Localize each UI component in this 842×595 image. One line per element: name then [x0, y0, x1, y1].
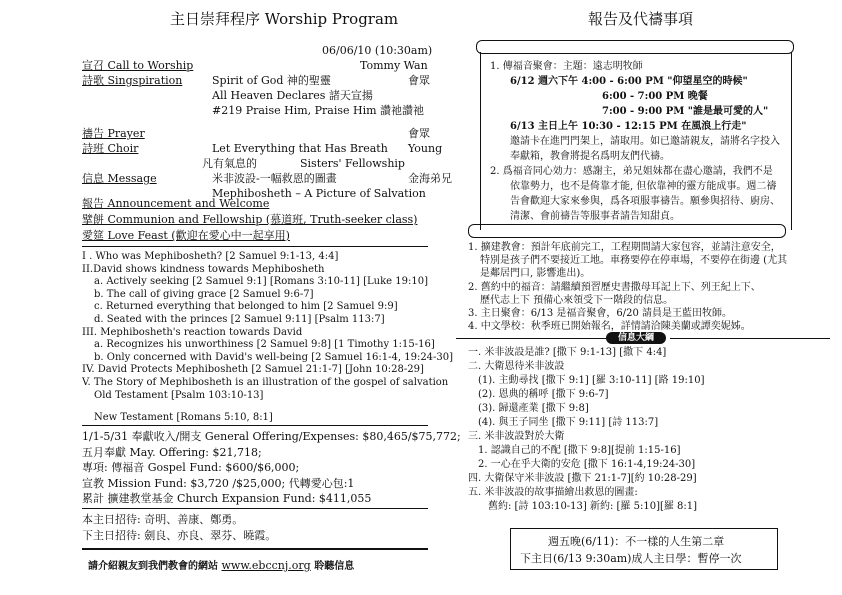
order-person: 會眾: [408, 127, 430, 140]
divider: [456, 338, 606, 339]
website-note-prefix: 請介紹親友到我們教會的網站: [88, 561, 218, 572]
outline-line: V. The Story of Mephibosheth is an illustration of the gospel of salvation: [82, 377, 449, 388]
finance-line: 1/1-5/31 奉獻收入/開支 General Offering/Expenses: $80,465/$75,772;: [82, 430, 461, 443]
announcement-line: 4. 中文學校：秋季班已開始報名，詳情請洽陳美蘭或譚奕妮姊。: [468, 321, 751, 333]
website-link[interactable]: www.ebccnj.org: [221, 559, 311, 572]
worship-date: 06/06/10 (10:30am): [322, 44, 433, 57]
box-line: 2. 爲福音同心効力：感謝主，弟兄姐妹都在盡心邀請，我們不是: [490, 166, 773, 177]
outline-line: IV. David Protects Mephibosheth [2 Samuel 21:1-7] [John 10:28-29]: [82, 364, 424, 376]
announcements-title: 報告及代禱事項: [588, 10, 694, 28]
order-person: Young: [408, 142, 443, 155]
box-line: 1. 傳福音聚會：主題：遠志明牧師: [490, 61, 643, 72]
box-line: 6/13 主日上午 10:30 - 12:15 PM 在風浪上行走": [510, 121, 747, 132]
outline-line: II.David shows kindness towards Mephibosheth: [82, 263, 325, 275]
announcement-line: 特別是孩子們不要接近工地。車務要停在停車場，不要停在街邊 (尤其: [480, 255, 788, 267]
order-content: Mephibosheth – A Picture of Salvation: [212, 187, 426, 200]
order-content: Let Everything that Has Breath: [212, 142, 388, 155]
box-line: 邀請卡在進門門架上，請取用。如已邀請親友，請將名字投入: [510, 136, 780, 147]
order-person: 會眾: [408, 74, 430, 87]
outline-line: b. Only concerned with David's well-being [2 Samuel 16:1-4, 19:24-30]: [94, 351, 454, 363]
finance-line: 累計 擴建教堂基金 Church Expansion Fund: $411,055: [82, 492, 372, 505]
worship-program-column: [74, 0, 461, 595]
love-feast-line: 愛筵 Love Feast (歡迎在愛心中一起享用): [82, 229, 290, 242]
finance-line: 專項: 傳福音 Gospel Fund: $600/$6,000;: [82, 461, 300, 474]
box-line: 告會歡迎大家來參與，爲各項服事禱告。願參與招待、廚房、: [510, 196, 780, 207]
announcement-line: 3. 主日聚會：6/13 是福音聚會，6/20 請員是王藍田牧師。: [468, 308, 732, 319]
outline-cn-line: (3). 歸還產業 [撒下 9:8]: [478, 403, 589, 414]
website-note: [88, 560, 354, 572]
outline-line: I . Who was Mephibosheth? [2 Samuel 9:1-13, 4:4]: [82, 251, 339, 262]
box-line: 依靠勢力，也不是倚靠才能, 但依靠神的靈方能成事。週二禱: [510, 181, 777, 192]
announcement-line: 是鄰居門口, 影響進出)。: [480, 268, 591, 280]
order-person: Tommy Wan: [360, 59, 428, 72]
divider: [670, 338, 830, 339]
order-label: 信息 Message: [82, 172, 157, 185]
order-label: 宣召 Call to Worship: [82, 59, 194, 72]
order-label: 詩班 Choir: [82, 142, 139, 155]
order-content: 米非波設-一幅救恩的圖畫: [212, 172, 337, 185]
outline-cn-line: 一. 米非波設是誰? [撒下 9:1-13] [撒下 4:4]: [468, 347, 667, 358]
outline-cn-line: 舊約: [詩 103:10-13] 新約: [羅 5:10][羅 8:1]: [488, 501, 698, 512]
communion-line: 擘餅 Communion and Fellowship (慕道班, Truth-seeker class): [82, 213, 418, 226]
outline-cn-line: 二. 大衛恩待米非波設: [468, 361, 565, 372]
outline-line: b. The call of giving grace [2 Samuel 9:6-7]: [94, 288, 314, 300]
order-content: #219 Praise Him, Praise Him 讚祂讚祂: [212, 104, 425, 117]
outline-line: New Testament [Romans 5:10, 8:1]: [94, 412, 273, 424]
outline-line: Old Testament [Psalm 103:10-13]: [94, 389, 264, 401]
outline-line: d. Seated with the princes [2 Samuel 9:11] [Psalm 113:7]: [94, 314, 385, 325]
box-line: 6/12 週六下午 4:00 - 6:00 PM "仰望星空的時候": [510, 76, 748, 87]
order-content: All Heaven Declares 諸天宣揚: [212, 89, 373, 102]
announcement-line: 歷代志上下 預備心來領受下一階段的信息。: [480, 294, 674, 306]
outline-line: a. Recognizes his unworthiness [2 Samuel 9:8] [1 Timothy 1:15-16]: [94, 339, 435, 351]
divider: [82, 425, 428, 426]
outline-cn-line: (4). 與王子同坐 [撒下 9:11] [詩 113:7]: [478, 417, 659, 428]
box-line: 清潔、會前禱告等服事者請告知甜貞。: [510, 211, 680, 222]
order-person: Sisters' Fellowship: [300, 157, 405, 170]
next-sunday-schedule: 下主日(6/13 9:30am)成人主日學：暫停一次: [520, 552, 742, 565]
announcement-line: 1. 擴建教會：預計年底前完工，工程期間請大家包容，並請注意安全，: [468, 242, 781, 253]
box-line: 6:00 - 7:00 PM 晚餐: [602, 91, 708, 102]
outline-line: III. Mephibosheth's reaction towards David: [82, 326, 303, 338]
divider: [82, 246, 428, 247]
box-line: 奉獻箱，教會將提名爲明友們代禱。: [510, 151, 670, 162]
outline-badge: 信息大綱: [606, 332, 666, 344]
scroll-border-bottom: [468, 224, 786, 238]
finance-line: 宣教 Mission Fund: $3,720 /$25,000; 代轉愛心包:1: [82, 476, 355, 490]
host-next-sunday: 下主日招待: 劍良、亦良、翠芬、曉霞。: [82, 529, 277, 542]
order-content: Spirit of God 神的聖靈: [212, 74, 331, 87]
announcement-line: 報告 Announcement and Welcome: [82, 197, 270, 210]
website-note-suffix: 聆聽信息: [314, 561, 355, 572]
order-person: 金海弟兄: [408, 172, 452, 185]
outline-cn-line: (1). 主動尋找 [撒下 9:1] [羅 3:10-11] [路 19:10]: [478, 375, 705, 386]
announcement-line: 2. 舊約中的福音：請繼續預習歷史書撒母耳記上下、列王紀上下、: [468, 281, 761, 293]
worship-program-title: 主日崇拜程序 Worship Program: [170, 10, 399, 28]
announcements-column: [460, 0, 830, 595]
order-label: 禱告 Prayer: [82, 127, 145, 140]
outline-cn-line: 四. 大衛保守米非波設 [撒下 21:1-7][約 10:28-29]: [468, 473, 697, 484]
order-content: 凡有氣息的: [202, 157, 257, 170]
box-line: 7:00 - 9:00 PM "誰是最可愛的人": [602, 106, 769, 117]
outline-cn-line: 1. 認識自己的不配 [撒下 9:8][提前 1:15-16]: [478, 445, 681, 456]
friday-schedule: 週五晚(6/11)：不一樣的人生第二章: [548, 535, 725, 548]
outline-cn-line: 五. 米非波設的故事描繪出救恩的圖畫:: [468, 487, 638, 498]
outline-cn-line: 2. 一心在乎大衛的安危 [撒下 16:1-4,19:24-30]: [478, 459, 696, 470]
order-label: 詩歌 Singspiration: [82, 74, 183, 87]
outline-line: c. Returned everything that belonged to him [2 Samuel 9:9]: [94, 301, 398, 313]
host-this-sunday: 本主日招待: 奇明、善康、鄭勇。: [82, 513, 244, 526]
finance-line: 五月奉獻 May. Offering: $21,718;: [82, 445, 262, 459]
outline-cn-line: (2). 恩典的稱呼 [撒下 9:6-7]: [478, 389, 609, 400]
outline-cn-line: 三. 米非波設對於大衛: [468, 431, 565, 442]
divider: [82, 508, 428, 509]
outline-line: a. Actively seeking [2 Samuel 9:1] [Romans 3:10-11] [Luke 19:10]: [94, 276, 428, 288]
divider: [82, 548, 428, 550]
